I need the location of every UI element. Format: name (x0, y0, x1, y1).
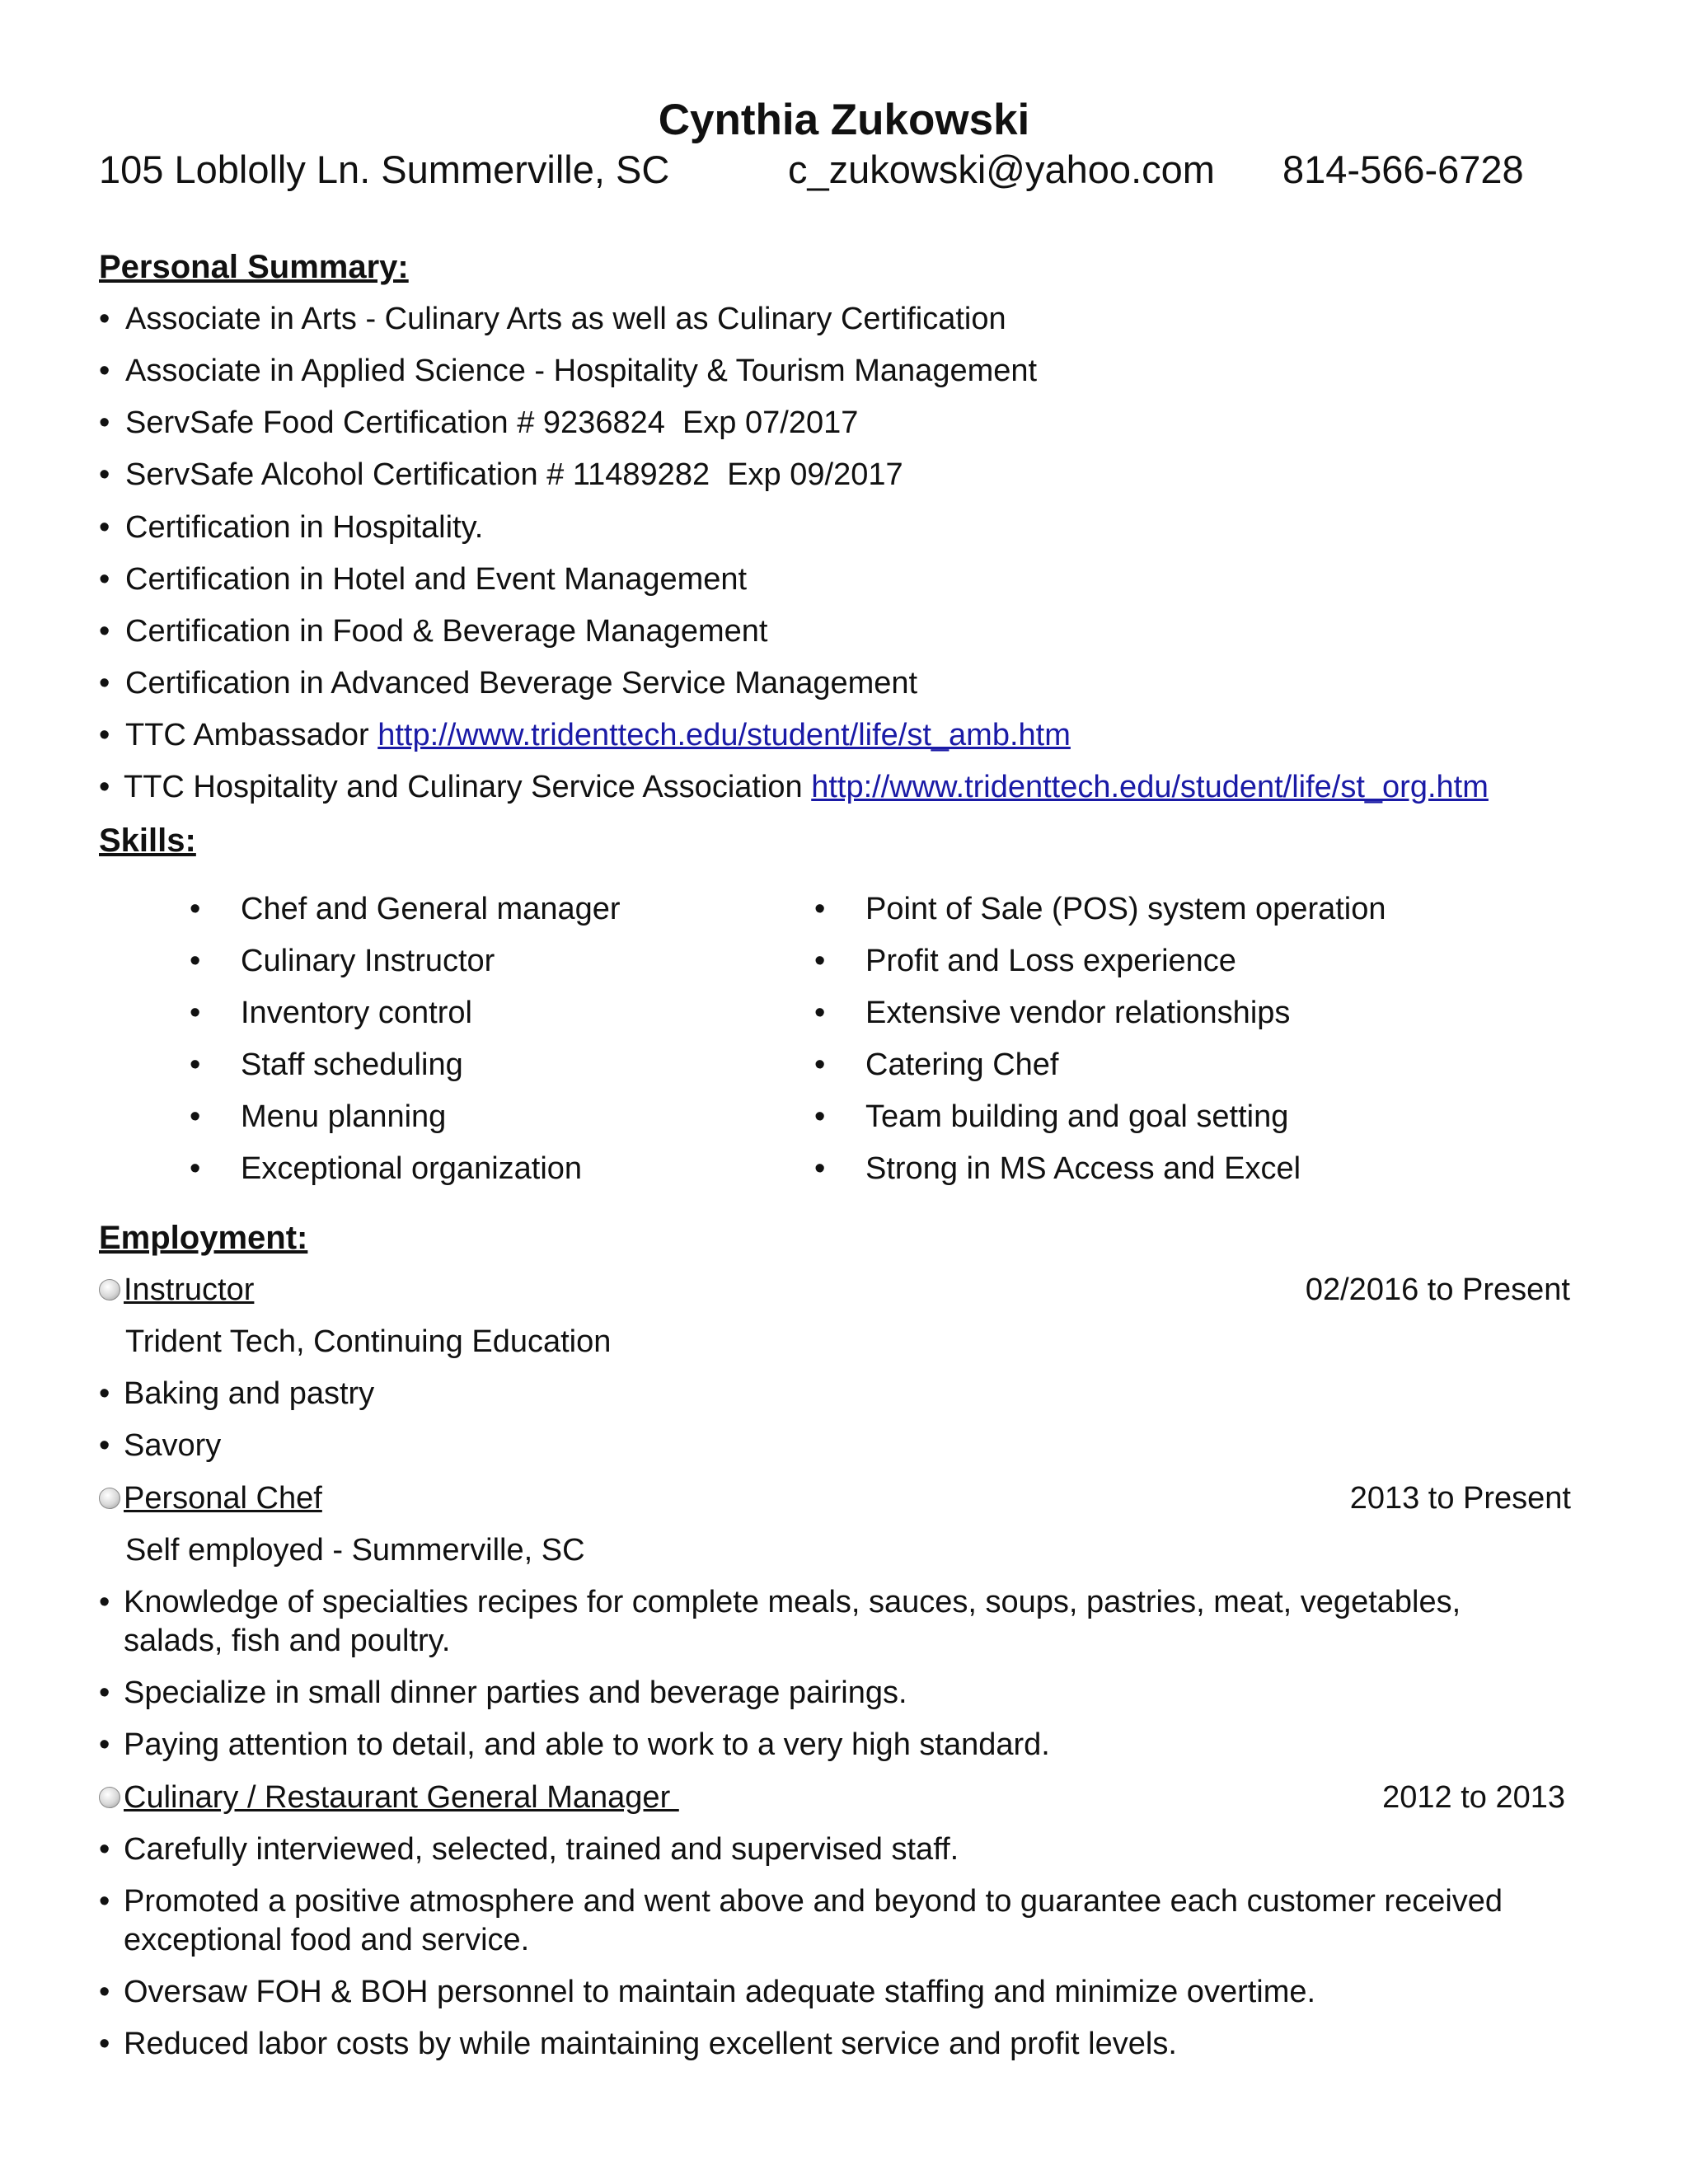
bullet: • (190, 944, 201, 978)
bullet: • (99, 770, 110, 804)
job-duty: • Paying attention to detail, and able to work to a very high standard. (99, 1727, 1050, 1762)
bullet: • (99, 1585, 110, 1619)
job-duty: • Baking and pastry (99, 1376, 375, 1411)
summary-item-ambassador: • TTC Ambassador http://www.tridenttech.edu/student/life/st_amb.htm (99, 718, 1071, 752)
job-duty-continuation: exceptional food and service. (124, 1923, 530, 1957)
contact-phone: 814-566-6728 (1282, 148, 1524, 191)
employment-heading: Employment: (99, 1220, 308, 1256)
job-duty-continuation: salads, fish and poultry. (124, 1624, 451, 1658)
bullet: • (814, 1099, 826, 1134)
skill-item: • Catering Chef (814, 1047, 1059, 1082)
bullet: • (814, 892, 826, 926)
job-duty: • Reduced labor costs by while maintaining excellent service and profit levels. (99, 2027, 1177, 2061)
bullet: • (99, 302, 110, 336)
skill-item: • Exceptional organization (190, 1151, 583, 1186)
job-dates: 02/2016 to Present (1305, 1272, 1570, 1307)
bullet: • (190, 1099, 201, 1134)
personal-summary-heading: Personal Summary: (99, 249, 409, 285)
association-link[interactable]: http://www.tridenttech.edu/student/life/st_org.htm (811, 770, 1489, 804)
skills-heading: Skills: (99, 823, 196, 859)
bullet: • (99, 666, 110, 701)
bullet: • (190, 892, 201, 926)
job-employer: Self employed - Summerville, SC (125, 1533, 585, 1568)
job-duty: • Oversaw FOH & BOH personnel to maintain adequate staffing and minimize overtime. (99, 1975, 1316, 2009)
contact-email: c_zukowski@yahoo.com (788, 148, 1215, 191)
bullet: • (99, 1376, 110, 1411)
ambassador-link[interactable]: http://www.tridenttech.edu/student/life/st_amb.htm (377, 718, 1071, 752)
job-title: Personal Chef (124, 1481, 322, 1516)
bullet: • (814, 1151, 826, 1186)
contact-address: 105 Loblolly Ln. Summerville, SC (99, 148, 670, 191)
job-duty: • Promoted a positive atmosphere and went above and beyond to guarantee each customer received (99, 1884, 1503, 1919)
summary-item: • Certification in Advanced Beverage Service Management (99, 666, 918, 701)
skill-item: • Strong in MS Access and Excel (814, 1151, 1301, 1186)
bullet: • (99, 2027, 110, 2061)
skill-item: • Menu planning (190, 1099, 447, 1134)
bullet: • (99, 1727, 110, 1762)
job-duty: • Carefully interviewed, selected, trained and supervised staff. (99, 1832, 959, 1867)
bullet: • (190, 1151, 201, 1186)
skill-item: • Culinary Instructor (190, 944, 495, 978)
bullet: • (99, 1675, 110, 1710)
skill-item: • Inventory control (190, 996, 472, 1030)
bullet: • (99, 562, 110, 597)
bullet: • (99, 1884, 110, 1919)
bullet: • (190, 1047, 201, 1082)
job-title: Culinary / Restaurant General Manager (124, 1780, 679, 1815)
summary-item: • Associate in Applied Science - Hospitality & Tourism Management (99, 354, 1038, 388)
job-bullet-icon (99, 1279, 120, 1301)
summary-item: • ServSafe Alcohol Certification # 11489282 Exp 09/2017 (99, 457, 903, 492)
job-bullet-icon (99, 1787, 120, 1808)
bullet: • (99, 614, 110, 649)
job-bullet-icon (99, 1488, 120, 1509)
bullet: • (99, 354, 110, 388)
job-duty: • Knowledge of specialties recipes for complete meals, sauces, soups, pastries, meat, vegetables, (99, 1585, 1461, 1619)
job-dates: 2012 to 2013 (1382, 1780, 1565, 1815)
summary-item: • ServSafe Food Certification # 9236824 Exp 07/2017 (99, 405, 859, 440)
skill-item: • Staff scheduling (190, 1047, 463, 1082)
bullet: • (99, 510, 110, 545)
bullet: • (99, 1975, 110, 2009)
job-title: Instructor (124, 1272, 255, 1307)
bullet: • (99, 718, 110, 752)
bullet: • (814, 1047, 826, 1082)
bullet: • (814, 996, 826, 1030)
job-duty: • Savory (99, 1428, 222, 1463)
job-dates: 2013 to Present (1349, 1481, 1571, 1516)
skill-item: • Profit and Loss experience (814, 944, 1236, 978)
skill-item: • Team building and goal setting (814, 1099, 1289, 1134)
job-duty: • Specialize in small dinner parties and beverage pairings. (99, 1675, 907, 1710)
job-employer: Trident Tech, Continuing Education (125, 1324, 612, 1359)
summary-item: • Certification in Food & Beverage Management (99, 614, 768, 649)
summary-item: • Certification in Hotel and Event Management (99, 562, 748, 597)
bullet: • (99, 1832, 110, 1867)
bullet: • (190, 996, 201, 1030)
skill-item: • Point of Sale (POS) system operation (814, 892, 1386, 926)
bullet: • (99, 457, 110, 492)
bullet: • (99, 405, 110, 440)
candidate-name: Cynthia Zukowski (658, 96, 1030, 144)
bullet: • (99, 1428, 110, 1463)
summary-item: • Associate in Arts - Culinary Arts as well as Culinary Certification (99, 302, 1006, 336)
skill-item: • Chef and General manager (190, 892, 621, 926)
summary-item-association: • TTC Hospitality and Culinary Service Association http://www.tridenttech.edu/student/life/st_org.htm (99, 770, 1489, 804)
bullet: • (814, 944, 826, 978)
skill-item: • Extensive vendor relationships (814, 996, 1291, 1030)
summary-item: • Certification in Hospitality. (99, 510, 484, 545)
